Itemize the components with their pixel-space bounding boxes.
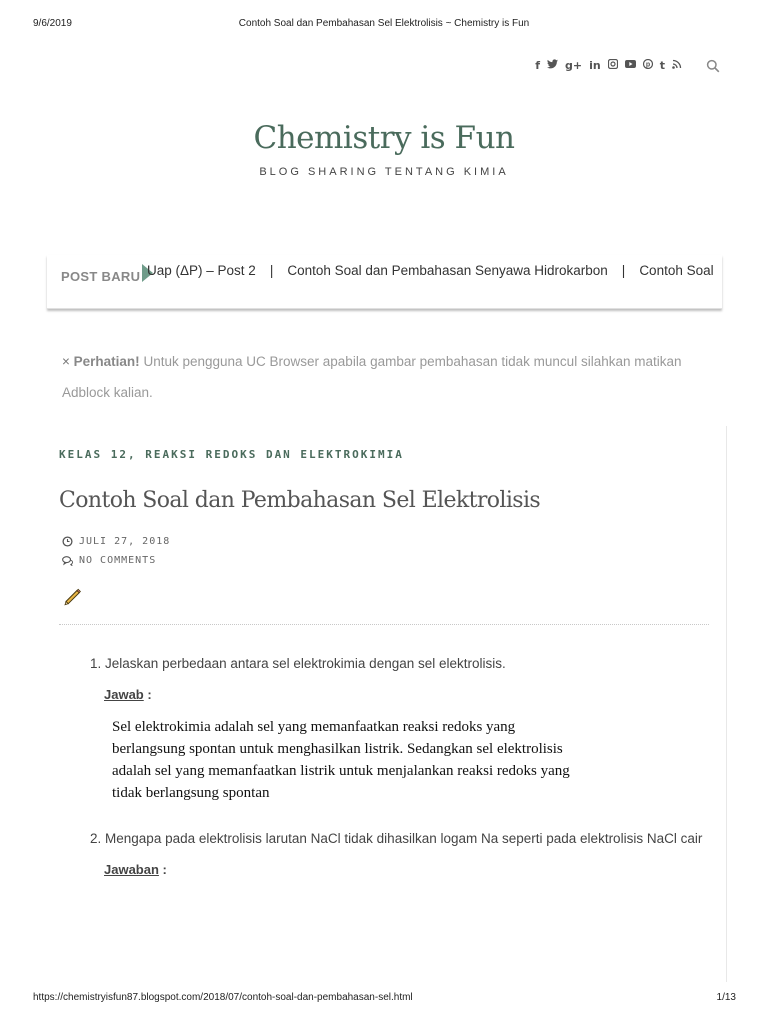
ticker-item[interactable]: Uap (ΔP) – Post 2	[147, 263, 256, 278]
answer-line: Sel elektrokimia adalah sel yang memanfaatkan reaksi redoks yang	[112, 719, 516, 735]
tumblr-icon[interactable]: t	[659, 59, 665, 72]
ticker-items	[147, 263, 714, 278]
twitter-icon[interactable]	[547, 58, 558, 74]
ticker-item[interactable]: Contoh Soal dan Pembahasan Senyawa Hidrokarbon	[287, 263, 608, 278]
answer-label-text: Jawaban	[104, 862, 159, 877]
sidebar-divider	[726, 426, 727, 982]
notice-text: Untuk pengguna UC Browser apabila gambar pembahasan tidak muncul silahkan matikan Adblock kalian.	[62, 354, 682, 400]
answer-label-2	[104, 862, 167, 877]
notice-strong: Perhatian!	[73, 354, 140, 369]
answer-line: berlangsung spontan untuk menghasilkan listrik. Sedangkan sel elektrolisis	[112, 741, 563, 757]
answer-label-1	[104, 687, 152, 702]
clock-icon	[62, 536, 73, 547]
post-category[interactable]: KELAS 12, REAKSI REDOKS DAN ELEKTROKIMIA	[59, 448, 404, 461]
print-header	[0, 18, 768, 32]
post-title: Contoh Soal dan Pembahasan Sel Elektrolisis	[59, 488, 541, 513]
search-icon[interactable]	[706, 59, 720, 73]
ticker-separator: |	[269, 263, 274, 278]
question-text: Mengapa pada elektrolisis larutan NaCl tidak dihasilkan logam Na seperti pada elektrolisis NaCl cair	[105, 831, 703, 846]
rss-icon[interactable]	[672, 58, 682, 74]
answer-line: tidak berlangsung spontan	[112, 785, 270, 801]
question-number: 1.	[90, 656, 102, 671]
print-url: https://chemistryisfun87.blogspot.com/2018/07/contoh-soal-dan-pembahasan-sel.html	[33, 992, 413, 1003]
answer-label-text: Jawab	[104, 687, 144, 702]
post-date	[62, 536, 170, 547]
close-icon[interactable]: ×	[62, 354, 70, 369]
google-plus-icon[interactable]: g+	[565, 59, 583, 72]
question-2	[90, 831, 702, 846]
recent-posts-ticker	[47, 255, 722, 309]
print-footer	[0, 992, 768, 1006]
pencil-icon	[63, 586, 83, 606]
facebook-icon[interactable]: f	[535, 59, 541, 72]
youtube-icon[interactable]	[625, 58, 636, 74]
site-header	[0, 120, 768, 178]
adblock-notice	[62, 346, 702, 408]
ticker-label: POST BARU	[61, 269, 141, 284]
comments-icon	[62, 555, 73, 566]
social-links	[528, 58, 720, 74]
print-date: 9/6/2019	[33, 18, 72, 29]
post-comments-text[interactable]: NO COMMENTS	[79, 555, 157, 566]
site-title[interactable]: Chemistry is Fun	[253, 120, 515, 156]
question-text: Jelaskan perbedaan antara sel elektrokimia dengan sel elektrolisis.	[105, 656, 506, 671]
pinterest-icon[interactable]	[643, 58, 653, 74]
svg-text:p: p	[645, 61, 650, 69]
ticker-item[interactable]: Contoh Soal	[639, 263, 714, 278]
answer-line: adalah sel yang memanfaatkan listrik untuk menjalankan reaksi redoks yang	[112, 763, 570, 779]
post-comments[interactable]	[62, 555, 156, 566]
question-1	[90, 656, 506, 671]
ticker-separator: |	[621, 263, 626, 278]
question-number: 2.	[90, 831, 102, 846]
instagram-icon[interactable]	[608, 58, 618, 74]
site-tagline: BLOG SHARING TENTANG KIMIA	[259, 166, 509, 178]
linkedin-icon[interactable]: in	[589, 59, 601, 72]
print-title: Contoh Soal dan Pembahasan Sel Elektrolisis ~ Chemistry is Fun	[238, 18, 530, 29]
print-page-number: 1/13	[716, 992, 736, 1003]
post-date-text: JULI 27, 2018	[79, 536, 171, 547]
content-divider	[59, 624, 709, 625]
answer-label-colon: :	[143, 687, 152, 702]
answer-label-colon: :	[158, 862, 167, 877]
answer-1-image	[112, 716, 602, 804]
